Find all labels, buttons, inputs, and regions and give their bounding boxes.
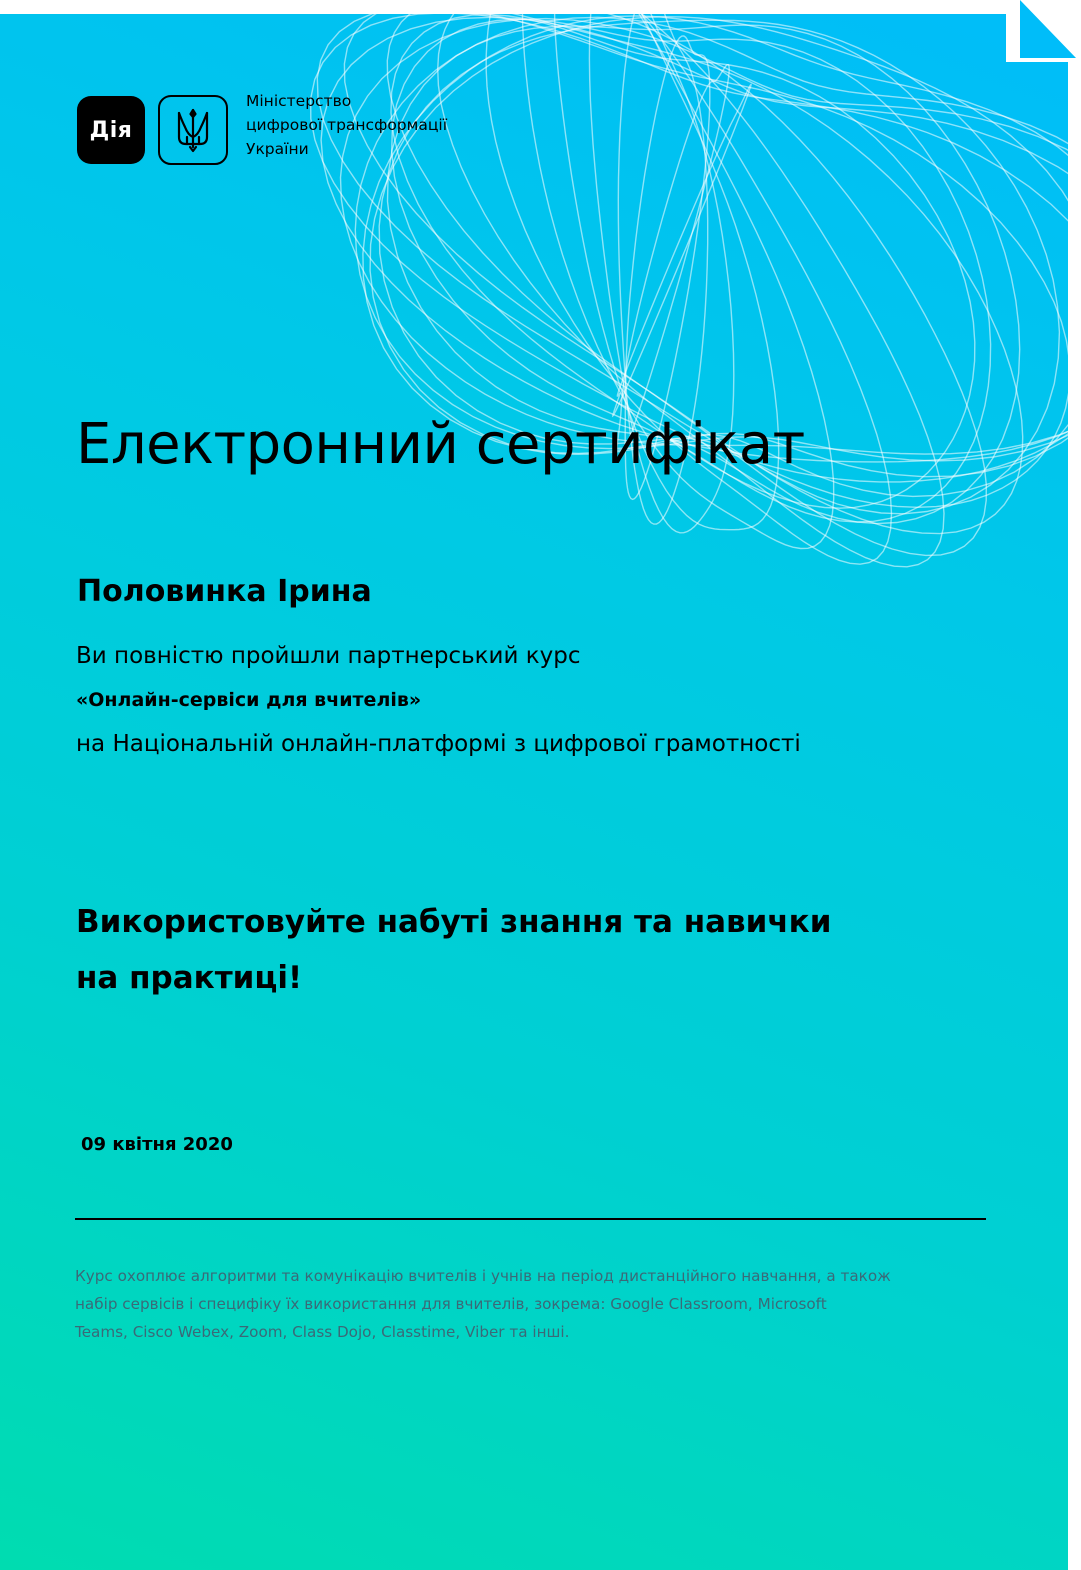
ministry-line: цифрової трансформації xyxy=(246,116,448,134)
motto-line: Використовуйте набуті знання та навички xyxy=(76,904,832,940)
certificate-title: Електронний сертифікат xyxy=(76,412,805,477)
divider xyxy=(75,1218,986,1220)
trident-icon xyxy=(176,107,210,153)
globe-line xyxy=(321,17,1068,462)
description-line: Teams, Cisco Webex, Zoom, Class Dojo, Classtime, Viber та інші. xyxy=(75,1323,570,1341)
completion-line: Ви повністю пройшли партнерський курс xyxy=(76,643,581,669)
globe-line xyxy=(363,16,1068,477)
globe-line xyxy=(486,14,891,564)
description-line: набір сервісів і специфіку їх використання для вчителів, зокрема: Google Classroom, Microsoft xyxy=(75,1295,827,1313)
recipient-name: Половинка Ірина xyxy=(77,574,372,609)
ministry-line: України xyxy=(246,140,309,158)
certificate-page xyxy=(0,14,1068,1570)
globe-line xyxy=(341,19,1069,455)
motto xyxy=(76,894,831,1006)
issue-date: 09 квітня 2020 xyxy=(81,1134,233,1155)
coat-of-arms-badge xyxy=(158,95,228,165)
motto-line: на практиці! xyxy=(76,960,303,996)
course-description xyxy=(75,1262,990,1346)
globe-line xyxy=(613,85,751,416)
ministry-line: Міністерство xyxy=(246,92,352,110)
globe-line xyxy=(616,65,729,462)
globe-line xyxy=(355,17,1068,461)
description-line: Курс охоплює алгоритми та комунікацію вчителів і учнів на період дистанційного навчання, а також xyxy=(75,1267,891,1285)
diia-logo: Дія xyxy=(77,96,145,164)
header xyxy=(77,92,448,165)
page-corner-fold-icon xyxy=(1006,0,1081,75)
ministry-name xyxy=(246,89,447,161)
globe-line xyxy=(438,14,944,567)
platform-line: на Національній онлайн-платформі з цифрової грамотності xyxy=(76,731,801,757)
course-name: «Онлайн-сервіси для вчителів» xyxy=(76,689,422,711)
